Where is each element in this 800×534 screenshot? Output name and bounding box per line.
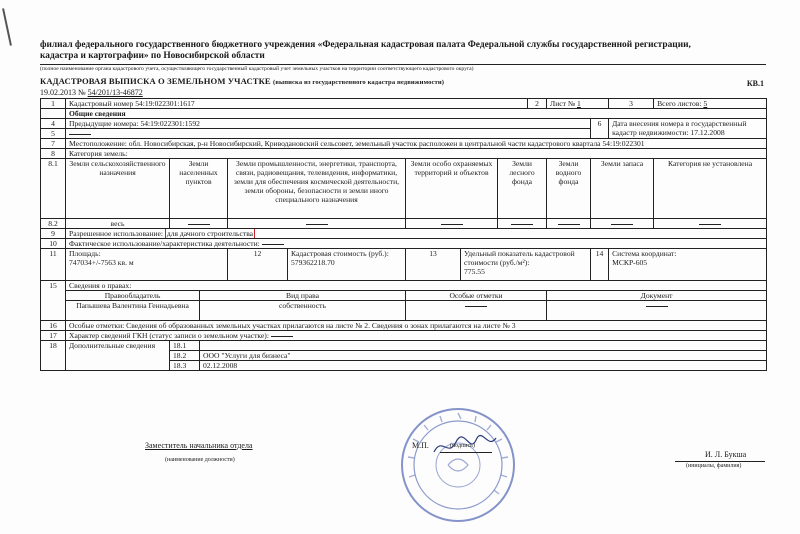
empty-dash	[188, 224, 210, 225]
row-1	[41, 99, 767, 109]
row-number: 17	[41, 331, 66, 341]
row-8-1	[41, 159, 767, 219]
right-holder: Папышева Валентина Геннадьевна	[66, 301, 200, 321]
cadastral-value-amount: 579362218.70	[291, 258, 335, 267]
actual-use-cell	[66, 239, 767, 249]
specific-value-label: Удельный показатель кадастровой стоимости (руб./м²):	[464, 249, 575, 267]
cadastral-value-label: Кадастровая стоимость (руб.):	[291, 249, 389, 258]
signature-caption: (подпись)	[450, 443, 475, 449]
specific-value-cell	[461, 249, 591, 281]
land-category-header: Категория не установлена	[654, 159, 767, 219]
document-title-sub: (выписка из государственного кадастра недвижимости)	[273, 79, 445, 86]
signer-name-caption: (инициалы, фамилия)	[686, 463, 742, 469]
row-10	[41, 239, 767, 249]
row-number: 6	[591, 119, 609, 139]
entry-date-label: Дата внесения номера в государственный кадастр недвижимости:	[612, 119, 747, 137]
signer-position: Заместитель начальника отдела	[145, 441, 253, 450]
row-11-14	[41, 249, 767, 281]
issuing-organization: филиал федерального государственного бюджетного учреждения «Федеральная кадастровая палата Федеральной службы государственной регистрации, кадастра и картографии» по Новосибирской области	[40, 40, 691, 61]
rights-header: Правообладатель	[66, 291, 200, 301]
total-sheets-value: 5	[703, 99, 708, 108]
rights-value-row	[41, 301, 767, 321]
permitted-use-cell	[66, 229, 767, 239]
official-seal-stamp	[398, 405, 518, 525]
organization-note: (полное наименование органа кадастрового учета, осуществляющего государственный кадастровый учет земельных участков на территории соответствующего кадастрового округа)	[40, 66, 474, 72]
record-status-cell	[66, 331, 767, 341]
land-category-header: Земли запаса	[591, 159, 654, 219]
rights-header: Документ	[547, 291, 767, 301]
document-number: 54/201/13-46872	[87, 88, 143, 97]
signer-name-line	[675, 461, 765, 462]
empty-dash	[511, 224, 533, 225]
location-label: Местоположение:	[69, 139, 127, 148]
empty-dash	[699, 224, 721, 225]
general-info-row	[41, 109, 767, 119]
row-number: 11	[41, 249, 66, 281]
empty-dash	[306, 224, 328, 225]
rights-header-row	[41, 291, 767, 301]
land-category-value: весь	[66, 219, 170, 229]
document-date: 19.02.2013	[40, 88, 76, 97]
rights-label: Сведения о правах:	[66, 281, 767, 291]
coordinate-system-label: Система координат:	[612, 249, 677, 258]
record-status-label: Характер сведений ГКН (статус записи о земельном участке):	[69, 331, 269, 340]
row-17	[41, 331, 767, 341]
empty-dash	[646, 306, 668, 307]
land-category-header: Земли лесного фонда	[498, 159, 547, 219]
location-cell	[66, 139, 767, 149]
additional-info-value: 02.12.2008	[200, 361, 767, 371]
area-cell	[66, 249, 228, 281]
cadastral-extract-table	[40, 98, 767, 371]
sheet-number-value: 1	[577, 99, 581, 108]
empty-dash	[262, 244, 284, 245]
previous-numbers-value: 54:19:022301:1592	[140, 119, 200, 128]
additional-info-label: Дополнительные сведения	[66, 341, 170, 371]
empty-dash	[441, 224, 463, 225]
total-sheets-cell	[654, 99, 767, 109]
signer-position-caption: (наименование должности)	[165, 457, 235, 463]
cadastral-number-value: 54:19:022301:1617	[135, 99, 195, 108]
location-value: обл. Новосибирская, р-н Новосибирский, Криводановский сельсовет, земельный участок расположен в центральной части кадастрового квартала 54:19:022301	[128, 139, 645, 148]
row-16	[41, 321, 767, 331]
area-value: 747034+/-7563 кв. м	[69, 258, 134, 267]
row-9	[41, 229, 767, 239]
previous-numbers-label: Предыдущие номера:	[69, 119, 139, 128]
entry-date-value: 17.12.2008	[690, 128, 725, 137]
row-number: 16	[41, 321, 66, 331]
land-category-header: Земли населенных пунктов	[170, 159, 228, 219]
empty-dash	[271, 336, 293, 337]
land-category-header: Земли сельскохозяйственного назначения	[66, 159, 170, 219]
corner-pen-mark	[2, 8, 12, 46]
row-number: 13	[406, 249, 461, 281]
row-number: 12	[228, 249, 288, 281]
cadastral-value-cell	[288, 249, 406, 281]
actual-use-label: Фактическое использование/характеристика деятельности:	[69, 239, 260, 248]
cadastral-number-label: Кадастровый номер	[69, 99, 134, 108]
sheet-number-index: 2	[528, 99, 547, 109]
coordinate-system-value: МСКР-605	[612, 258, 648, 267]
row-number: 1	[41, 99, 66, 109]
row-number: 5	[41, 129, 66, 139]
row-18-1	[41, 341, 767, 351]
cadastral-number-cell	[66, 99, 528, 109]
land-category-header: Земли промышленности, энергетики, транспорта, связи, радиовещания, телевидения, информатики, земли для обеспечения космической деятельности, земли обороны, безопасности и земли иного специального назначения	[228, 159, 406, 219]
document-title-main: КАДАСТРОВАЯ ВЫПИСКА О ЗЕМЕЛЬНОМ УЧАСТКЕ	[40, 76, 271, 86]
sheet-number-cell	[547, 99, 609, 109]
general-info-heading: Общие сведения	[66, 109, 767, 119]
land-category-header: Земли водного фонда	[547, 159, 591, 219]
signature-line	[440, 452, 492, 453]
row-number: 18	[41, 341, 66, 371]
row-15-label	[41, 281, 767, 291]
row-4	[41, 119, 767, 129]
coordinate-system-cell	[609, 249, 767, 281]
empty-dash	[69, 134, 91, 135]
empty-dash	[611, 224, 633, 225]
special-marks: Особые отметки: Сведения об образованных земельных участках прилагаются на листе № 2. Сведения о зонах прилагаются на листе № 3	[66, 321, 767, 331]
additional-info-value: ООО "Услуги для бизнеса"	[200, 351, 767, 361]
row-8-2	[41, 219, 767, 229]
right-type: собственность	[200, 301, 406, 321]
row-number: 15	[41, 281, 66, 321]
rights-header: Вид права	[200, 291, 406, 301]
row-number: 10	[41, 239, 66, 249]
form-code: КВ.1	[746, 79, 764, 88]
land-category-header: Земли особо охраняемых территорий и объектов	[406, 159, 498, 219]
signer-name: И. Л. Букша	[705, 450, 747, 459]
document-title	[40, 76, 444, 86]
specific-value-amount: 775.55	[464, 267, 485, 276]
row-number: 8.1	[41, 159, 66, 219]
row-number: 9	[41, 229, 66, 239]
total-sheets-label: Всего листов:	[657, 99, 702, 108]
permitted-use-label: Разрешенное использование:	[69, 229, 163, 238]
row-8	[41, 149, 767, 159]
additional-info-value	[200, 341, 767, 351]
area-label: Площадь:	[69, 249, 101, 258]
document-number-prefix: №	[78, 88, 86, 97]
sheet-number-label: Лист №	[550, 99, 576, 108]
sub-row-number: 18.3	[170, 361, 200, 371]
empty-dash	[465, 306, 487, 307]
permitted-use-value: для дачного строительства	[166, 229, 254, 238]
row-number: 14	[591, 249, 609, 281]
empty-dash	[558, 224, 580, 225]
row-number: 7	[41, 139, 66, 149]
previous-numbers-cell	[66, 119, 591, 129]
row-5-value	[66, 129, 591, 139]
row-number: 8	[41, 149, 66, 159]
stamp-place-label: М.П.	[412, 441, 429, 450]
header-divider	[40, 64, 766, 65]
total-sheets-index: 3	[609, 99, 654, 109]
row-7	[41, 139, 767, 149]
sub-row-number: 18.1	[170, 341, 200, 351]
land-category-label: Категория земель:	[66, 149, 767, 159]
document-date-number	[40, 88, 143, 97]
sub-row-number: 18.2	[170, 351, 200, 361]
row-number: 4	[41, 119, 66, 129]
entry-date-cell	[609, 119, 767, 139]
row-number: 8.2	[41, 219, 66, 229]
rights-header: Особые отметки	[406, 291, 547, 301]
